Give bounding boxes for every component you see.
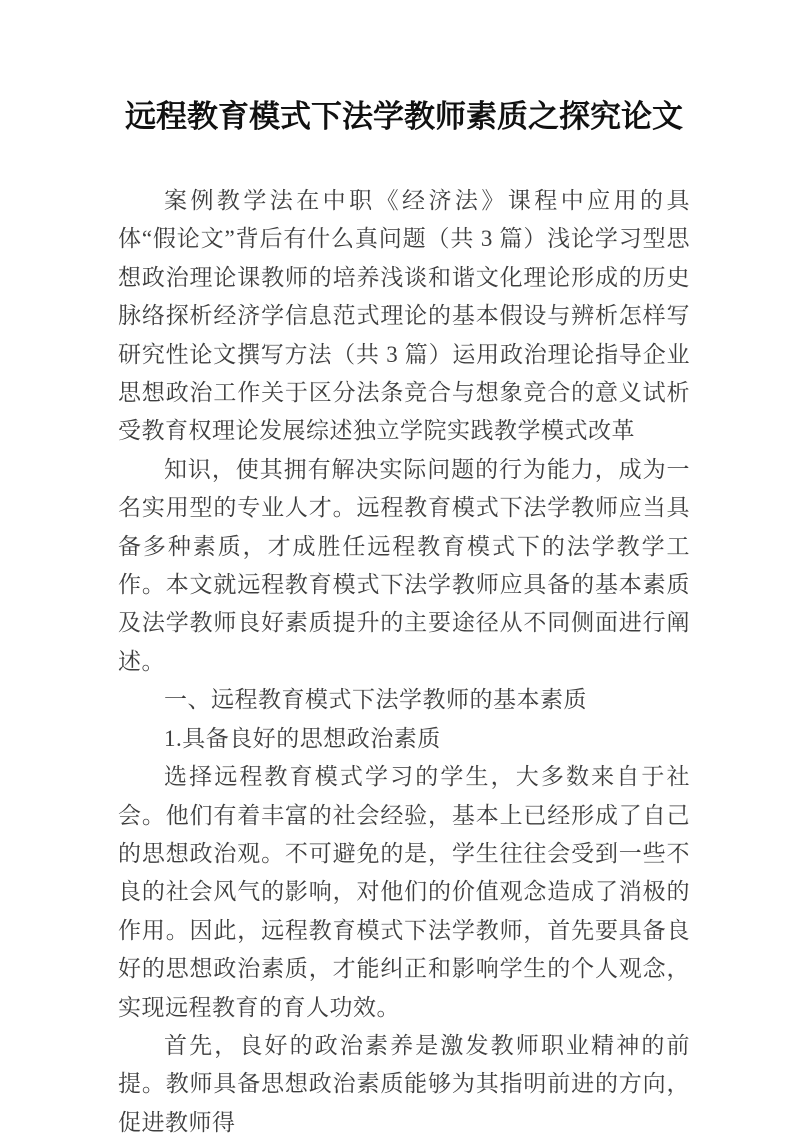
paragraph: 选择远程教育模式学习的学生，大多数来自于社会。他们有着丰富的社会经验，基本上已经形成了自己的思想政治观。不可避免的是，学生往往会受到一些不良的社会风气的影响，对他们的价值观念造成了消极的作用。因此，远程教育模式下法学教师，首先要具备良好的思想政治素质，才能纠正和影响学生的个人观念，实现远程教育的育人功效。 (118, 764, 690, 1020)
paragraph: 案例教学法在中职《经济法》课程中应用的具体“假论文”背后有什么真问题（共 3 篇）浅论学习型思想政治理论课教师的培养浅谈和谐文化理论形成的历史脉络探析经济学信息范式理论的基本假设与辨析怎样写研究性论文撰写方法（共 3 篇）运用政治理论指导企业思想政治工作关于区分法条竞合与想象竞合的意义试析受教育权理论发展综述独立学院实践教学模式改革 (118, 188, 690, 444)
section-heading: 一、远程教育模式下法学教师的基本素质 (164, 687, 587, 713)
paragraph: 知识，使其拥有解决实际问题的行为能力，成为一名实用型的专业人才。远程教育模式下法学教师应当具备多种素质，才成胜任远程教育模式下的法学教学工作。本文就远程教育模式下法学教师应具备的基本素质及法学教师良好素质提升的主要途径从不同侧面进行阐述。 (118, 456, 690, 674)
document-title: 远程教育模式下法学教师素质之探究论文 (125, 99, 683, 134)
subsection-heading: 1.具备良好的思想政治素质 (164, 725, 441, 751)
paragraph: 首先，良好的政治素养是激发教师职业精神的前提。教师具备思想政治素质能够为其指明前进的方向，促进教师得 (118, 1032, 690, 1135)
